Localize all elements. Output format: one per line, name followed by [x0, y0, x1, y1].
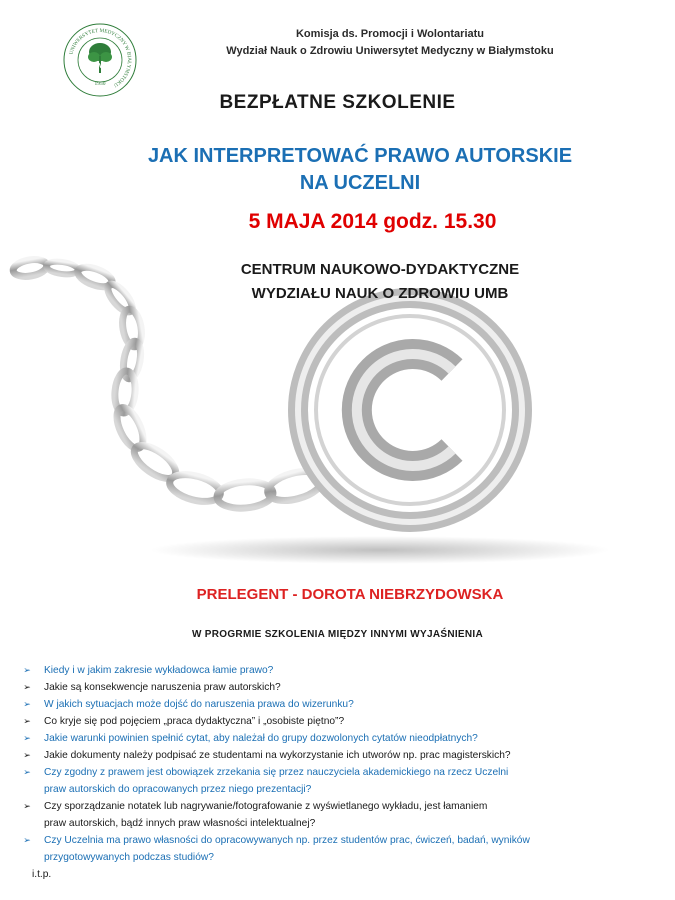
- organizer-committee: Komisja ds. Promocji i Wolontariatu: [295, 28, 485, 40]
- question-text: Jakie dokumenty należy podpisać ze studentami na wykorzystanie ich utworów np. prac magisterskich?: [44, 750, 511, 761]
- closing-etc: i.t.p.: [32, 869, 52, 880]
- list-item: [20, 832, 670, 866]
- question-text-cont: praw autorskich do opracowanych przez niego prezentacji?: [44, 784, 312, 795]
- topic-line-2: NA UCZELNI: [299, 172, 421, 194]
- tree-icon: [88, 43, 112, 73]
- list-item: [20, 730, 670, 747]
- question-text-cont: praw autorskich, bądź innych praw własności intelektualnej?: [44, 818, 316, 829]
- copyright-icon: [298, 298, 522, 522]
- topic-line-1: JAK INTERPRETOWAĆ PRAWO AUTORSKIE: [147, 145, 573, 167]
- list-item: [20, 747, 670, 764]
- list-item: [20, 679, 670, 696]
- venue-line-1: CENTRUM NAUKOWO-DYDAKTYCZNE: [240, 261, 520, 278]
- list-item: [20, 798, 670, 832]
- speaker: PRELEGENT - DOROTA NIEBRZYDOWSKA: [196, 586, 504, 603]
- venue-line-2: WYDZIAŁU NAUK O ZDROWIU UMB: [251, 285, 509, 302]
- bullet-arrow-icon: ➢: [23, 750, 31, 760]
- event-venue: [170, 258, 590, 306]
- list-item: [20, 764, 670, 798]
- bullet-arrow-icon: ➢: [23, 716, 31, 726]
- program-heading: W PROGRMIE SZKOLENIA MIĘDZY INNYMI WYJAŚNIENIA: [191, 629, 484, 640]
- event-date: 5 MAJA 2014 godz. 15.30: [248, 210, 497, 233]
- list-item: [20, 713, 670, 730]
- bullet-arrow-icon: ➢: [23, 699, 31, 709]
- bullet-arrow-icon: ➢: [23, 682, 31, 692]
- bullet-arrow-icon: ➢: [23, 665, 31, 675]
- logo-year: 1950: [94, 81, 106, 87]
- organizer-faculty: Wydział Nauk o Zdrowiu Uniwersytet Medyczny w Białymstoku: [226, 45, 554, 57]
- free-training-title: BEZPŁATNE SZKOLENIE: [219, 92, 456, 113]
- question-list: [20, 662, 670, 883]
- topic-title: [80, 143, 640, 197]
- list-item: [20, 696, 670, 713]
- organizer-header: [150, 26, 630, 60]
- list-item: [20, 662, 670, 679]
- question-text: Jakie są konsekwencje naruszenia praw autorskich?: [44, 682, 281, 693]
- question-text: Czy sporządzanie notatek lub nagrywanie/fotografowanie z wyświetlanego wykładu, jest łamaniem: [44, 801, 488, 812]
- question-text: Kiedy i w jakim zakresie wykładowca łamie prawo?: [44, 665, 274, 676]
- bullet-arrow-icon: ➢: [23, 767, 31, 777]
- bullet-arrow-icon: ➢: [23, 835, 31, 845]
- question-text-cont: przygotowywanych podczas studiów?: [44, 852, 214, 863]
- question-text: W jakich sytuacjach może dojść do naruszenia prawa do wizerunku?: [44, 699, 354, 710]
- bullet-arrow-icon: ➢: [23, 733, 31, 743]
- bullet-arrow-icon: ➢: [23, 801, 31, 811]
- university-logo: [62, 22, 138, 98]
- question-text: Co kryje się pod pojęciem „praca dydaktyczna” i „osobiste piętno”?: [44, 716, 345, 727]
- question-text: Jakie warunki powinien spełnić cytat, aby należał do grupy dozwolonych cytatów nieodpłatnych?: [44, 733, 478, 744]
- question-text: Czy Uczelnia ma prawo własności do opracowywanych np. przez studentów prac, ćwiczeń, badań, wyników: [44, 835, 530, 846]
- question-text: Czy zgodny z prawem jest obowiązek zrzekania się przez nauczyciela akademickiego na rzecz Uczelni: [44, 767, 509, 778]
- logo-ring-text: UNIWERSYTET MEDYCZNY W BIAŁYMSTOKU: [68, 27, 133, 88]
